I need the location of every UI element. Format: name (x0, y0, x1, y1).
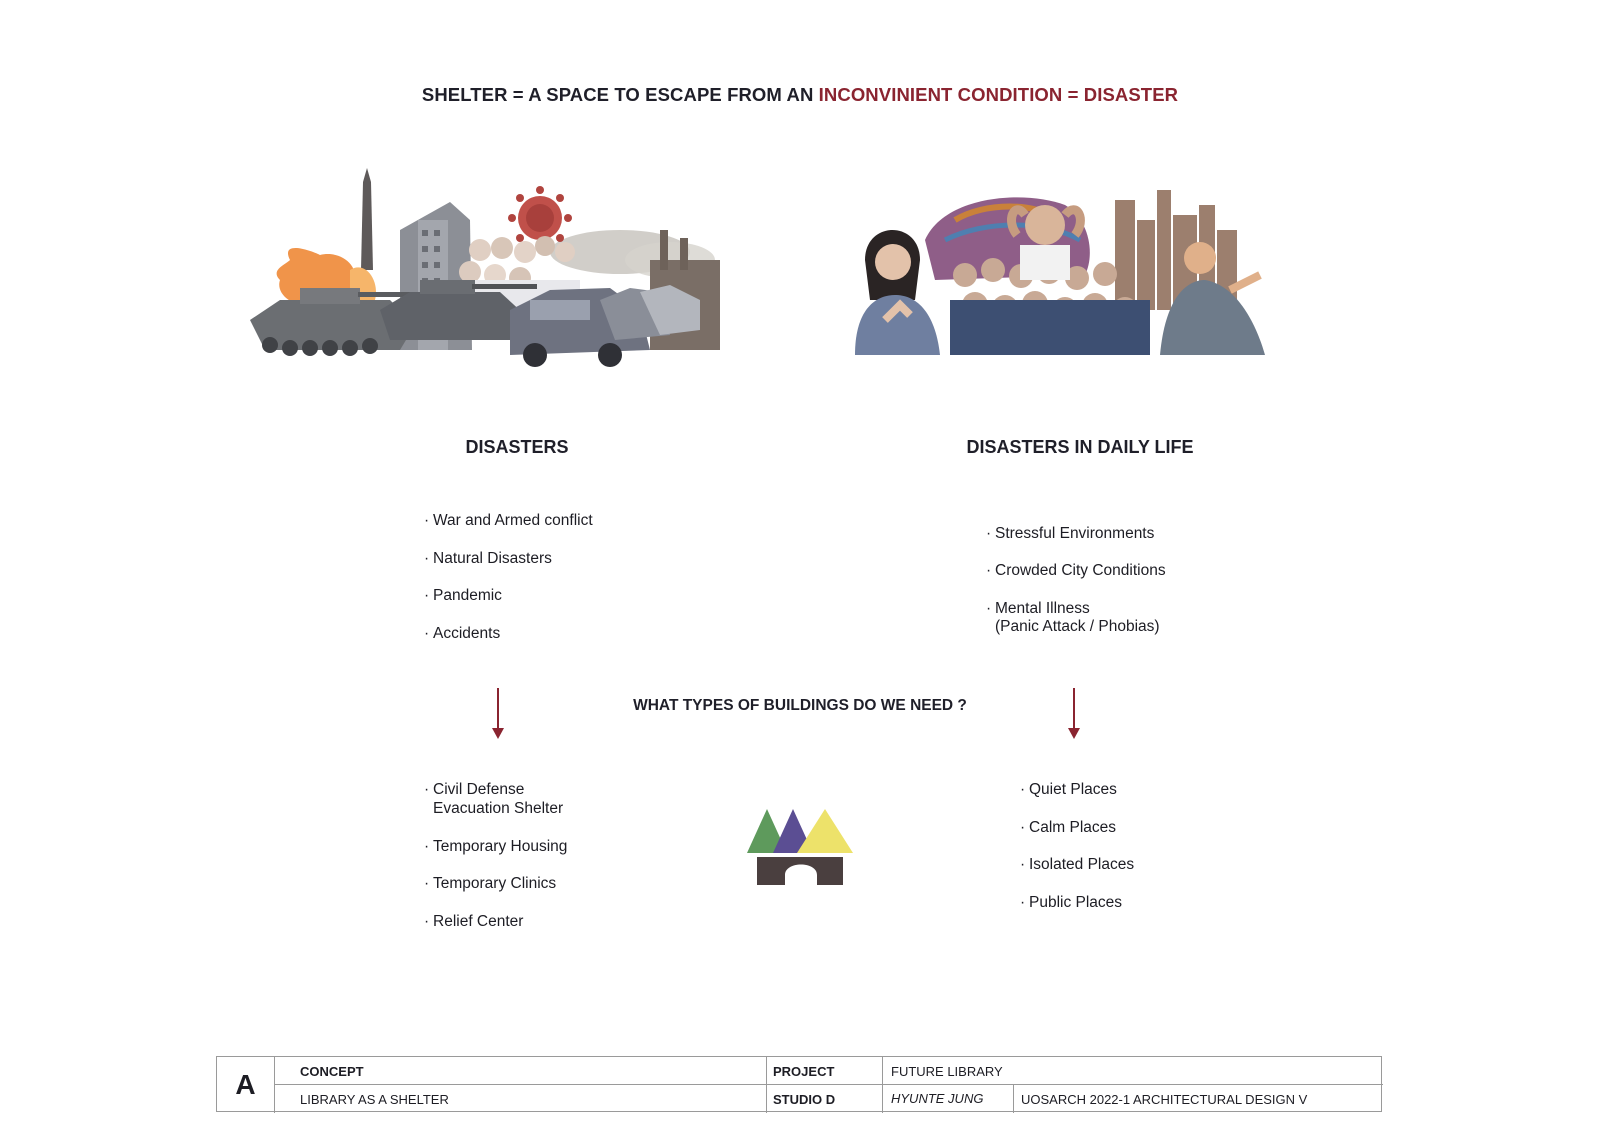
arrow-down-icon (1066, 688, 1082, 740)
list-item: · Pandemic (424, 587, 502, 604)
daily-life-collage (855, 180, 1285, 360)
list-item: · Temporary Housing (424, 838, 568, 855)
library-shelter-logo (745, 805, 855, 887)
headline-accent: INCONVINIENT CONDITION = DISASTER (818, 84, 1179, 105)
list-item: · Isolated Places (1020, 856, 1135, 873)
list-item: · Calm Places (1020, 819, 1116, 836)
studio-label: STUDIO D (773, 1092, 836, 1107)
concept-label: CONCEPT (300, 1064, 364, 1079)
logo-arch-base (757, 857, 843, 885)
sheet-letter: A (235, 1069, 256, 1100)
project-label: PROJECT (773, 1064, 835, 1079)
daily-life-title: DISASTERS IN DAILY LIFE (966, 437, 1194, 457)
headline-main: SHELTER = A SPACE TO ESCAPE FROM AN (421, 84, 819, 105)
factory-chimney (660, 230, 668, 270)
list-item: · Quiet Places (1020, 781, 1117, 798)
list-item: · Accidents (424, 625, 501, 642)
factory-chimney (680, 238, 688, 270)
course-name: UOSARCH 2022-1 ARCHITECTURAL DESIGN V (1021, 1092, 1308, 1107)
list-item: · Crowded City Conditions (986, 562, 1166, 579)
project-value: FUTURE LIBRARY (891, 1064, 1003, 1079)
arrow-down-icon (490, 688, 506, 740)
author-name: HYUNTE JUNG (891, 1091, 984, 1106)
list-item: · Stressful Environments (986, 525, 1155, 542)
list-item: · Temporary Clinics (424, 875, 557, 892)
crowd (950, 300, 1150, 355)
headline (0, 84, 1600, 106)
question-text: WHAT TYPES OF BUILDINGS DO WE NEED ? (633, 697, 967, 714)
list-item: · Mental Illness (986, 600, 1090, 617)
logo-triangle-yellow (797, 809, 853, 853)
list-item: · Natural Disasters (424, 550, 552, 567)
concept-value: LIBRARY AS A SHELTER (300, 1092, 449, 1107)
disasters-collage (240, 160, 740, 385)
disasters-title: DISASTERS (465, 437, 569, 457)
missile (361, 168, 373, 270)
list-item: · War and Armed conflict (424, 512, 593, 529)
list-item-continuation: Evacuation Shelter (433, 800, 564, 817)
wrecked-cars (510, 285, 700, 367)
list-item: · Civil Defense (424, 781, 525, 798)
list-item-continuation: (Panic Attack / Phobias) (995, 618, 1160, 635)
list-item: · Public Places (1020, 894, 1123, 911)
list-item: · Relief Center (424, 913, 524, 930)
title-block (216, 1056, 1382, 1112)
